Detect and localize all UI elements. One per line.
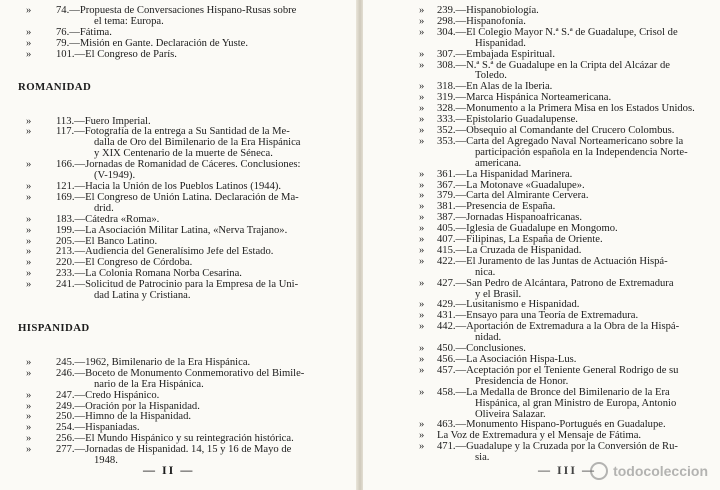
index-entry: [26, 247, 328, 258]
index-entry-text: 471.—Guadalupe y la Cruzada por la Conversión de Ru-: [437, 442, 678, 453]
index-entry: [419, 126, 701, 137]
index-entry-continuation: [26, 204, 328, 215]
index-entry: [26, 369, 328, 380]
bullet-mark: »: [419, 213, 425, 224]
index-entry-text: 422.—El Juramento de las Juntas de Actuación Hispá-: [437, 256, 668, 267]
index-entry: [26, 412, 328, 423]
index-entry-continuation: [26, 149, 328, 160]
index-entry: [26, 160, 328, 171]
bullet-mark: »: [419, 191, 425, 202]
bullet-mark: »: [419, 27, 425, 38]
index-entry-text: 169.—El Congreso de Unión Latina. Declaración de Ma-: [56, 192, 299, 203]
index-entry-continuation: [419, 39, 701, 50]
index-entry-continuation: [419, 268, 701, 279]
index-entry-text: La Voz de Extremadura y el Mensaje de Fátima.: [437, 431, 642, 442]
index-entry: [26, 226, 328, 237]
bullet-mark: »: [419, 431, 425, 442]
index-entry: [26, 269, 328, 280]
index-entry: [26, 402, 328, 413]
index-entry-text: sia.: [475, 453, 490, 464]
left-page: [0, 0, 358, 490]
index-entry-text: 456.—La Asociación Hispa-Lus.: [437, 355, 577, 365]
index-entry-text: participación española en la Independencia Norte-: [475, 147, 688, 158]
bullet-mark: »: [26, 390, 32, 401]
index-entry: [26, 127, 328, 138]
index-entry: [419, 202, 701, 213]
index-entry-continuation: [26, 17, 328, 28]
index-entry-text: 113.—Fuero Imperial.: [56, 116, 151, 127]
index-entry-continuation: [419, 71, 701, 82]
index-entry-text: 76.—Fátima.: [56, 27, 112, 38]
right-page-number: — III —: [538, 463, 597, 477]
index-entry-text: Hispánica, al gran Ministro de Europa, Antonio: [475, 398, 677, 409]
bullet-mark: »: [26, 236, 32, 247]
bullet-mark: »: [26, 127, 32, 138]
index-entry-text: 381.—Presencia de España.: [437, 202, 556, 213]
index-entry-text: 233.—La Colonia Romana Norba Cesarina.: [56, 269, 242, 280]
index-entry-text: 463.—Monumento Hispano-Portugués en Guadalupe.: [437, 420, 666, 431]
index-entry-text: 458.—La Medalla de Bronce del Bimilenario de la Era: [437, 387, 670, 398]
index-entry-continuation: [419, 399, 701, 410]
index-entry: [26, 117, 328, 128]
index-entry: [419, 6, 701, 17]
index-entry-text: 429.—Lusitanismo e Hispanidad.: [437, 300, 580, 311]
index-entry-text: Hispanidad.: [475, 38, 526, 49]
index-entry-text: 307.—Embajada Espiritual.: [437, 49, 555, 60]
bullet-mark: »: [26, 247, 32, 258]
index-entry: [419, 181, 701, 192]
index-entry-text: 352.—Obsequio al Comandante del Crucero Colombus.: [437, 125, 675, 136]
bullet-mark: »: [419, 355, 425, 365]
index-entry-text: 333.—Epistolario Guadalupense.: [437, 115, 578, 126]
index-entry: [419, 300, 701, 311]
index-entry-continuation: [26, 171, 328, 182]
index-entry: [419, 355, 701, 366]
index-entry-text: americana.: [475, 158, 522, 169]
bullet-mark: »: [419, 344, 425, 355]
index-entry-text: 405.—Iglesia de Guadalupe en Mongomo.: [437, 224, 618, 235]
index-entry-text: 166.—Jornadas de Romanidad de Cáceres. Conclusiones:: [56, 160, 301, 171]
watermark-text: todocoleccion: [613, 463, 708, 479]
bullet-mark: »: [419, 93, 425, 104]
bullet-mark: »: [26, 192, 32, 203]
index-entry: [419, 235, 701, 246]
index-entry: [26, 193, 328, 204]
index-entry-continuation: [419, 377, 701, 388]
bullet-mark: »: [26, 49, 32, 60]
bullet-mark: »: [419, 365, 425, 376]
section-heading-romanidad: ROMANIDAD: [18, 80, 92, 93]
index-entry-text: 361.—La Hispanidad Marinera.: [437, 169, 573, 180]
index-entry: [419, 420, 701, 431]
bullet-mark: »: [419, 115, 425, 126]
bullet-mark: »: [419, 180, 425, 191]
bullet-mark: »: [419, 256, 425, 267]
index-entry: [26, 358, 328, 369]
index-entry-text: 117.—Fotografía de la entrega a Su Santidad de la Me-: [56, 127, 290, 138]
index-entry-text: el tema: Europa.: [94, 16, 164, 27]
index-entry-continuation: [26, 291, 328, 302]
index-entry-text: 121.—Hacia la Unión de los Pueblos Latinos (1944).: [56, 181, 282, 192]
bullet-mark: »: [26, 269, 32, 280]
bullet-mark: »: [419, 169, 425, 180]
index-entry-text: 241.—Solicitud de Patrocinio para la Empresa de la Uni-: [56, 280, 299, 291]
index-entry-text: 213.—Audiencia del Generalísimo Jefe del Estado.: [56, 247, 274, 258]
index-entry-text: 298.—Hispanofonía.: [437, 16, 526, 27]
index-entry: [419, 388, 701, 399]
index-entry-text: y XIX Centenario de la muerte de Séneca.: [94, 149, 273, 160]
index-entry-continuation: [26, 138, 328, 149]
index-entry-text: 387.—Jornadas Hispanoafricanas.: [437, 213, 583, 224]
index-entry-continuation: [419, 290, 701, 301]
index-entry: [419, 322, 701, 333]
index-entry: [419, 344, 701, 355]
index-entry-text: 415.—La Cruzada de Hispanidad.: [437, 245, 582, 256]
index-entry: [26, 39, 328, 50]
index-entry: [419, 28, 701, 39]
bullet-mark: »: [419, 420, 425, 431]
index-entry-text: 101.—El Congreso de París.: [56, 49, 177, 60]
index-entry: [26, 237, 328, 248]
index-entry-text: dalla de Oro del Bimilenario de la Era Hispánica: [94, 138, 301, 149]
bullet-mark: »: [26, 258, 32, 269]
bullet-mark: »: [26, 6, 32, 16]
index-entry: [419, 431, 701, 442]
bullet-mark: »: [26, 423, 32, 434]
index-entry-text: 304.—El Colegio Mayor N.ª S.ª de Guadalupe, Crisol de: [437, 27, 678, 38]
index-entry: [419, 93, 701, 104]
index-entry: [26, 6, 328, 17]
index-entry-text: 245.—1962, Bimilenario de la Era Hispánica.: [56, 357, 251, 368]
right-page: [363, 0, 720, 490]
bullet-mark: »: [419, 322, 425, 333]
index-entry: [419, 191, 701, 202]
index-entry-text: 239.—Hispanobiología.: [437, 6, 539, 16]
bullet-mark: »: [419, 202, 425, 213]
index-entry-text: y el Brasil.: [475, 289, 522, 300]
index-entry-text: Toledo.: [475, 71, 507, 82]
bullet-mark: »: [26, 368, 32, 379]
index-entry-text: 220.—El Congreso de Córdoba.: [56, 258, 193, 269]
index-entry-text: 247.—Credo Hispánico.: [56, 390, 160, 401]
index-entry-continuation: [419, 159, 701, 170]
index-entry: [419, 279, 701, 290]
index-entry-text: 246.—Boceto de Monumento Conmemorativo del Bimile-: [56, 368, 305, 379]
index-entry-text: 308.—N.ª S.ª de Guadalupe en la Cripta del Alcázar de: [437, 60, 670, 71]
index-entry: [419, 170, 701, 181]
bullet-mark: »: [419, 6, 425, 16]
index-entry-text: 254.—Hispaniadas.: [56, 423, 140, 434]
index-entry: [26, 215, 328, 226]
bullet-mark: »: [26, 116, 32, 127]
left-page-number: — II —: [143, 463, 195, 477]
index-entry: [26, 28, 328, 39]
index-entry: [419, 82, 701, 93]
index-entry: [419, 115, 701, 126]
bullet-mark: »: [26, 401, 32, 412]
bullet-mark: »: [26, 27, 32, 38]
index-entry-text: Presidencia de Honor.: [475, 376, 569, 387]
index-entry-text: 450.—Conclusiones.: [437, 344, 526, 355]
bullet-mark: »: [26, 280, 32, 291]
watermark-icon: [590, 462, 608, 480]
bullet-mark: »: [26, 214, 32, 225]
bullet-mark: »: [26, 181, 32, 192]
section-heading-hispanidad: HISPANIDAD: [18, 321, 90, 334]
index-entry-text: 205.—El Banco Latino.: [56, 236, 158, 247]
bullet-mark: »: [419, 311, 425, 322]
index-entry-text: 328.—Monumento a la Primera Misa en los Estados Unidos.: [437, 104, 695, 115]
bullet-mark: »: [419, 49, 425, 60]
index-entry-text: 319.—Marca Hispánica Norteamericana.: [437, 93, 612, 104]
index-entry-text: 250.—Himno de la Hispanidad.: [56, 412, 192, 423]
bullet-mark: »: [419, 224, 425, 235]
bullet-mark: »: [26, 357, 32, 368]
index-entry-text: 379.—Carta del Almirante Cervera.: [437, 191, 589, 202]
index-entry-text: Oliveira Salazar.: [475, 409, 546, 420]
bullet-mark: »: [419, 136, 425, 147]
index-entry-text: 74.—Propuesta de Conversaciones Hispano-Rusas sobre: [56, 6, 297, 16]
index-entry: [419, 61, 701, 72]
bullet-mark: »: [419, 300, 425, 311]
index-entry: [419, 246, 701, 257]
index-entry: [419, 137, 701, 148]
index-entry-text: 199.—La Asociación Militar Latina, «Nerva Trajano».: [56, 225, 288, 236]
index-entry-text: 79.—Misión en Gante. Declaración de Yuste.: [56, 38, 249, 49]
index-entry: [419, 104, 701, 115]
index-entry-text: 318.—En Alas de la Iberia.: [437, 82, 553, 93]
index-entry-continuation: [419, 148, 701, 159]
index-entry: [26, 434, 328, 445]
bullet-mark: »: [419, 82, 425, 93]
index-entry-text: 249.—Oración por la Hispanidad.: [56, 401, 200, 412]
index-entry-text: 1948.: [94, 456, 118, 467]
bullet-mark: »: [419, 442, 425, 453]
bullet-mark: »: [419, 16, 425, 27]
bullet-mark: »: [419, 278, 425, 289]
bullet-mark: »: [419, 104, 425, 115]
index-entry: [419, 17, 701, 28]
index-entry-text: 427.—San Pedro de Alcántara, Patrono de Extremadura: [437, 278, 674, 289]
index-entry-text: 367.—La Motonave «Guadalupe».: [437, 180, 585, 191]
bullet-mark: »: [26, 434, 32, 445]
index-entry: [26, 423, 328, 434]
index-entry-text: nario de la Era Hispánica.: [94, 379, 204, 390]
bullet-mark: »: [419, 387, 425, 398]
bullet-mark: »: [26, 445, 32, 456]
index-entry: [26, 391, 328, 402]
index-entry-text: 183.—Cátedra «Roma».: [56, 214, 160, 225]
index-entry-text: 431.—Ensayo para una Teoría de Extremadura.: [437, 311, 639, 322]
right-index-column: [419, 6, 701, 464]
bullet-mark: »: [419, 125, 425, 136]
bullet-mark: »: [26, 412, 32, 423]
index-entry-text: 407.—Filipinas, La España de Oriente.: [437, 235, 603, 246]
left-index-column: [18, 6, 328, 467]
index-entry-text: 256.—El Mundo Hispánico y su reintegración histórica.: [56, 434, 294, 445]
bullet-mark: »: [419, 60, 425, 71]
index-entry-text: drid.: [94, 203, 114, 214]
index-entry: [419, 213, 701, 224]
bullet-mark: »: [419, 245, 425, 256]
index-entry-continuation: [419, 410, 701, 421]
bullet-mark: »: [26, 38, 32, 49]
bullet-mark: »: [26, 225, 32, 236]
index-entry-text: nica.: [475, 267, 496, 278]
index-entry-text: 353.—Carta del Agregado Naval Norteamericano sobre la: [437, 136, 684, 147]
index-entry-text: 277.—Jornadas de Hispanidad. 14, 15 y 16 de Mayo de: [56, 445, 292, 456]
index-entry: [419, 442, 701, 453]
index-entry: [419, 311, 701, 322]
bullet-mark: »: [26, 160, 32, 171]
index-entry-text: dad Latina y Cristiana.: [94, 291, 191, 302]
index-entry-text: nidad.: [475, 333, 502, 344]
index-entry: [26, 258, 328, 269]
index-entry: [26, 445, 328, 456]
index-entry: [419, 257, 701, 268]
index-entry-continuation: [419, 333, 701, 344]
index-entry: [26, 50, 328, 61]
index-entry-continuation: [26, 380, 328, 391]
watermark-logo: [590, 462, 708, 480]
index-entry: [26, 280, 328, 291]
index-entry-text: 442.—Aportación de Extremadura a la Obra de la Hispá-: [437, 322, 680, 333]
index-entry: [26, 182, 328, 193]
index-entry: [419, 50, 701, 61]
bullet-mark: »: [419, 235, 425, 246]
index-entry-text: 457.—Aceptación por el Teniente General Rodrigo de su: [437, 365, 679, 376]
index-entry: [419, 366, 701, 377]
index-entry-text: (V-1949).: [94, 171, 136, 182]
index-entry: [419, 224, 701, 235]
